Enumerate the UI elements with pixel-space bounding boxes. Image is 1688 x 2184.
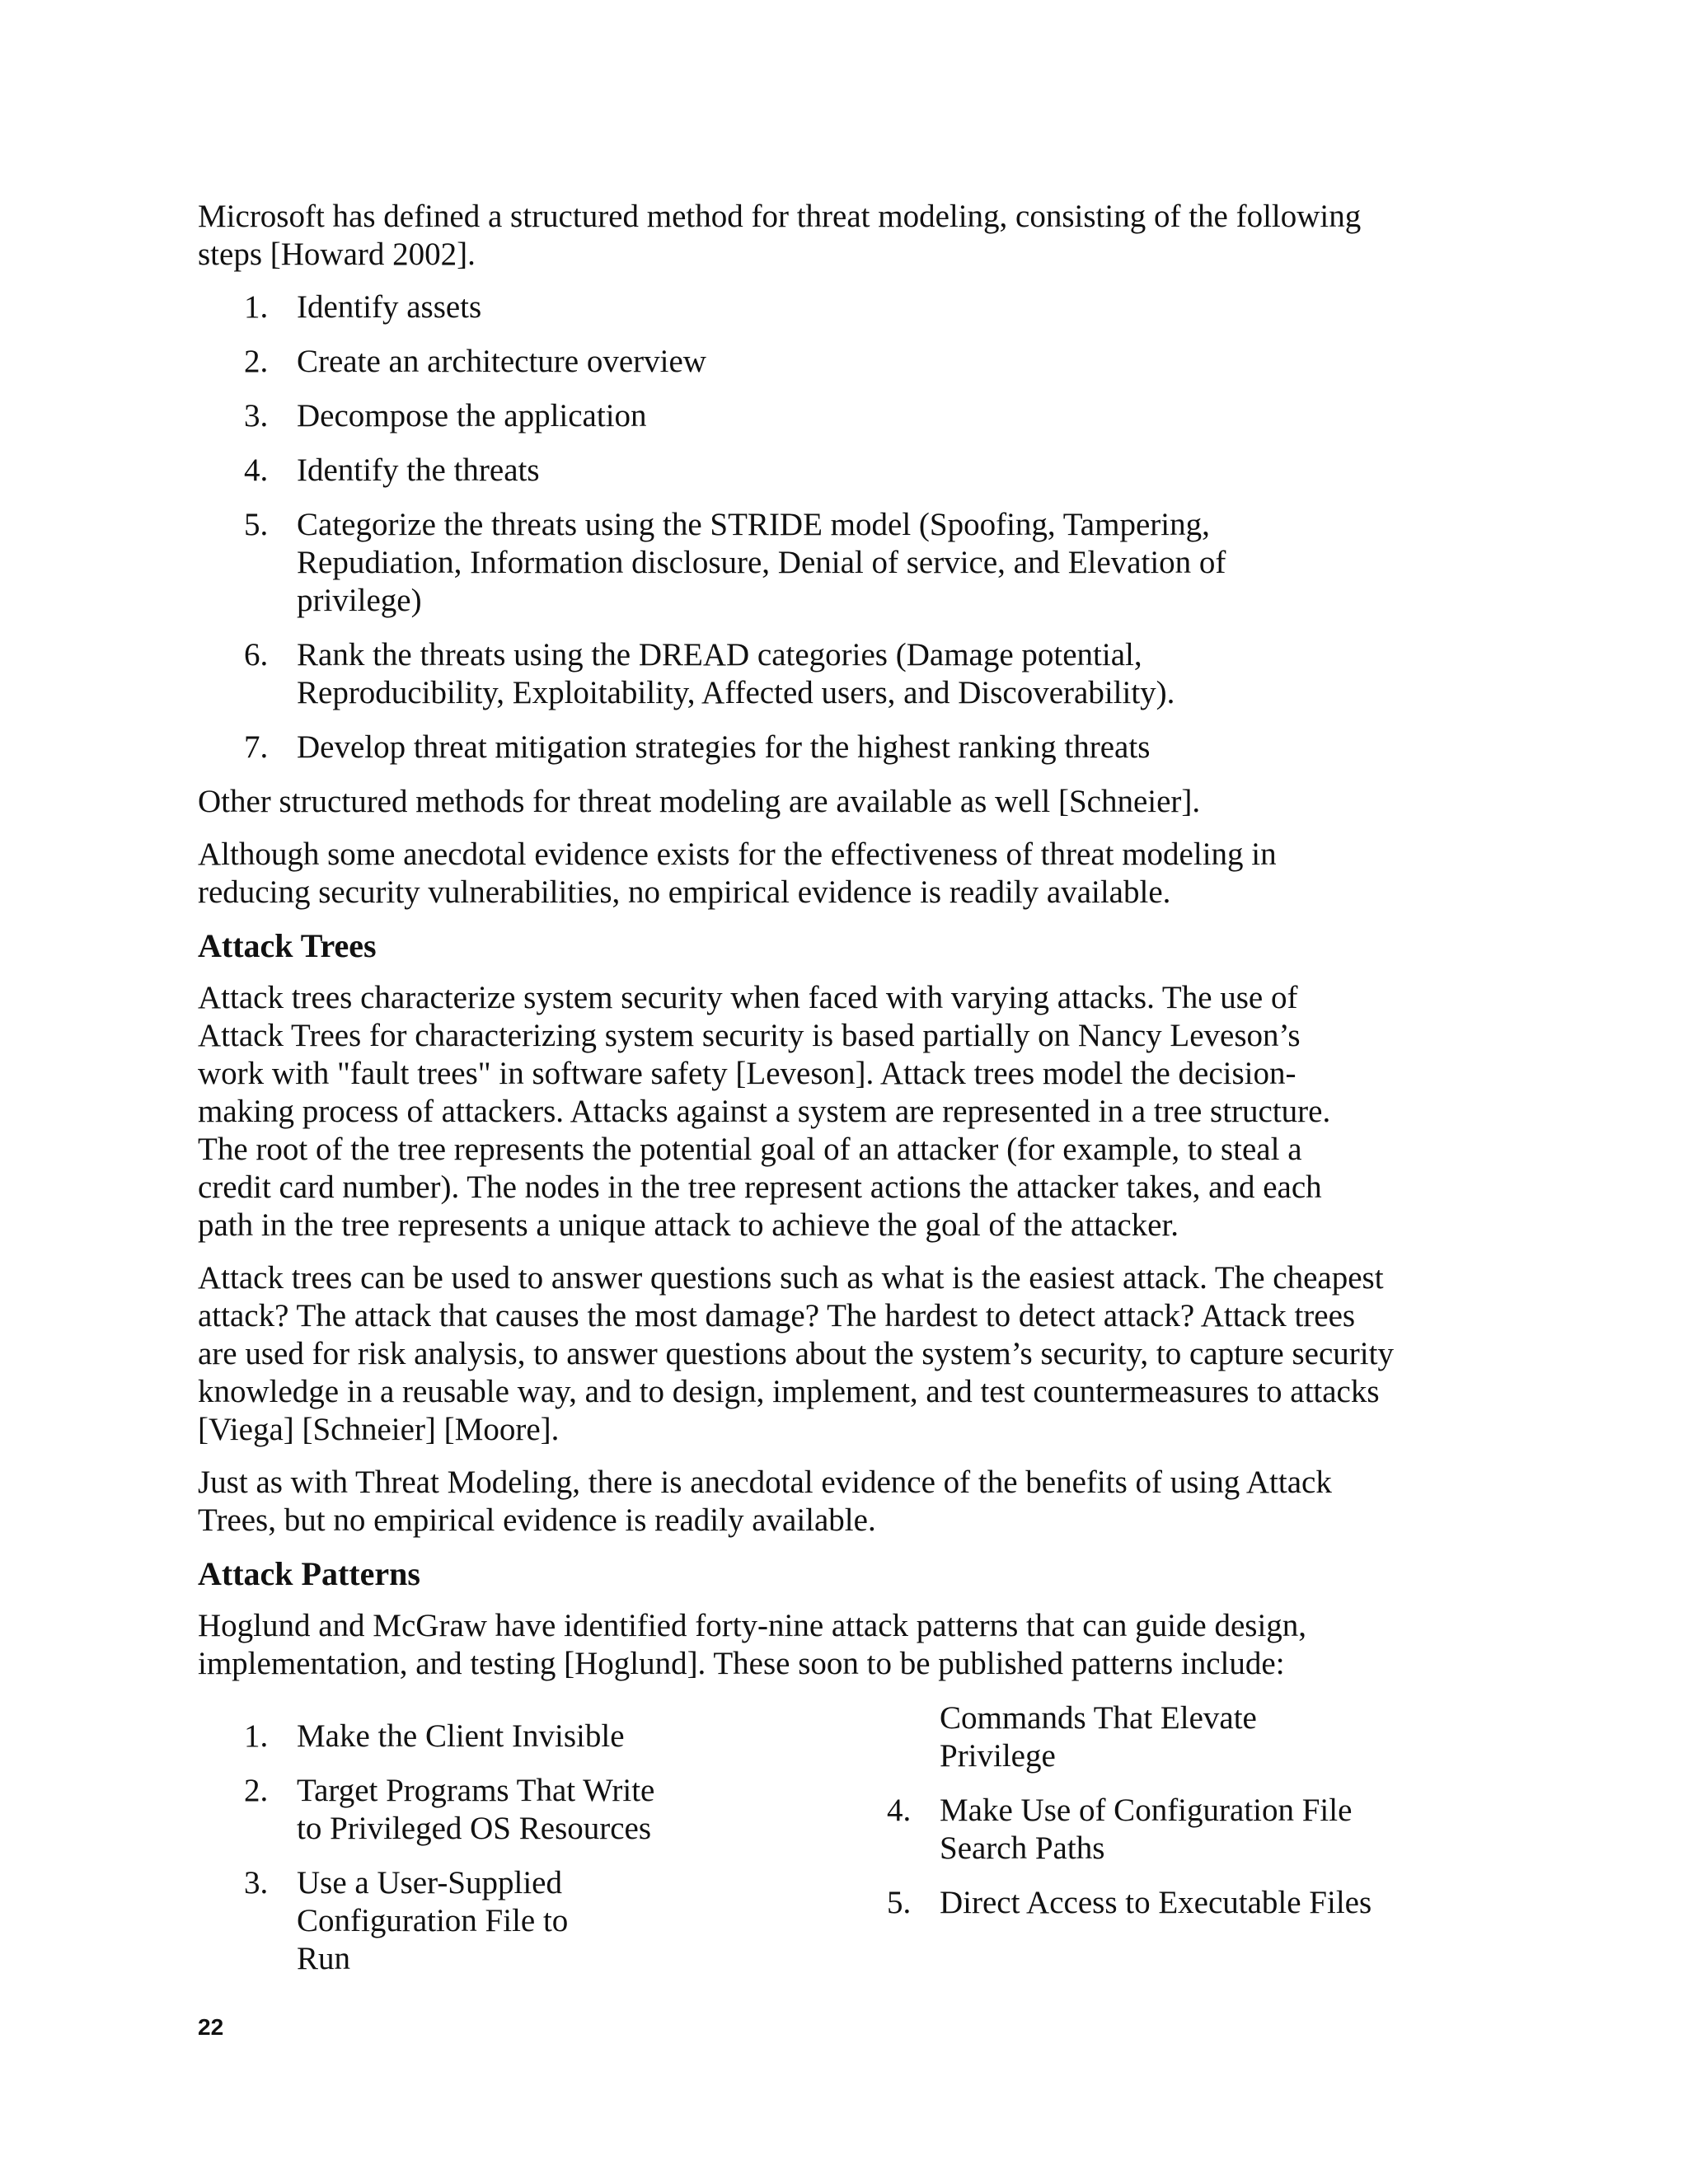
list-number: 5. (887, 1885, 912, 1920)
list-item (841, 1884, 1434, 1922)
list-item-text: Target Programs That Write to Privileged OS Resources (297, 1773, 655, 1846)
list-item (198, 397, 1401, 435)
list-item (198, 452, 1401, 490)
evidence-paragraph: Although some anecdotal evidence exists for the effectiveness of threat modeling in reducing security vulnerabilities, no empirical evidence is readily available. (198, 837, 1277, 910)
attack-trees-paragraph-1: Attack trees characterize system security when faced with varying attacks. The use of Attack Trees for characterizing system security is based partially on Nancy Leveson’s work with "fault trees" in software safety [Leveson]. Attack trees model the decision-making process of attackers. Attacks against a system are represented in a tree structure. The root of the tree represents the potential goal of an attacker (for example, to steal a credit card number). The nodes in the tree represent actions the attacker takes, and each path in the tree represents a unique attack to achieve the goal of the attacker. (198, 980, 1331, 1243)
list-item-text: Develop threat mitigation strategies for the highest ranking threats (297, 729, 1151, 765)
list-column-left (198, 1699, 841, 1994)
list-number: 3. (244, 398, 269, 434)
attack-patterns-list (198, 1699, 1401, 1976)
list-item-text: Identify the threats (297, 452, 540, 488)
list-item (198, 729, 1401, 766)
page-content (198, 198, 1401, 1976)
list-item-text: Use a User-Supplied Configuration File to Run (297, 1865, 569, 1976)
attack-patterns-paragraph: Hoglund and McGraw have identified forty-nine attack patterns that can guide design, implementation, and testing [Hoglund]. These soon to be published patterns include: (198, 1608, 1307, 1681)
page-number: 22 (198, 2014, 224, 2040)
list-item-text: Make the Client Invisible (297, 1718, 625, 1754)
list-item (198, 1772, 841, 1848)
threat-modeling-steps (198, 288, 1401, 766)
section-heading-attack-patterns: Attack Patterns (198, 1555, 420, 1592)
list-item (841, 1792, 1434, 1868)
list-item-text: Direct Access to Executable Files (940, 1885, 1372, 1920)
list-number: 1. (244, 289, 269, 325)
list-item-text: Decompose the application (297, 398, 647, 434)
list-number: 2. (244, 344, 269, 379)
list-number: 6. (244, 637, 269, 673)
section-heading-attack-trees: Attack Trees (198, 927, 377, 964)
intro-paragraph: Microsoft has defined a structured method for threat modeling, consisting of the following steps [Howard 2002]. (198, 199, 1362, 272)
other-methods-paragraph: Other structured methods for threat modeling are available as well [Schneier]. (198, 784, 1201, 819)
list-item (198, 636, 1401, 712)
list-item-text: Rank the threats using the DREAD categories (Damage potential, Reproducibility, Exploitability, Affected users, and Discoverability). (297, 637, 1175, 710)
list-item-text: Identify assets (297, 289, 482, 325)
list-item-text: Categorize the threats using the STRIDE model (Spoofing, Tampering, Repudiation, Information disclosure, Denial of service, and Elevation of privilege) (297, 507, 1226, 618)
list-item-text: Create an architecture overview (297, 344, 706, 379)
list-number: 1. (244, 1718, 269, 1754)
list-item (198, 1718, 841, 1755)
list-item-continuation: Commands That Elevate Privilege (940, 1700, 1257, 1774)
list-number: 7. (244, 729, 269, 765)
list-number: 2. (244, 1773, 269, 1808)
attack-trees-paragraph-3: Just as with Threat Modeling, there is anecdotal evidence of the benefits of using Attack Trees, but no empirical evidence is readily available. (198, 1465, 1332, 1538)
list-number: 5. (244, 507, 269, 542)
list-item (198, 288, 1401, 326)
list-number: 3. (244, 1865, 269, 1900)
list-number: 4. (244, 452, 269, 488)
list-column-right (841, 1699, 1434, 1938)
list-item-text: Make Use of Configuration File Search Paths (940, 1793, 1353, 1866)
list-item (198, 1864, 841, 1978)
list-item (198, 506, 1401, 620)
list-item (198, 343, 1401, 381)
attack-trees-paragraph-2: Attack trees can be used to answer questions such as what is the easiest attack. The cheapest attack? The attack that causes the most damage? The hardest to detect attack? Attack trees are used for risk analysis, to answer questions about the system’s security, to capture security knowledge in a reusable way, and to design, implement, and test countermeasures to attacks [Viega] [Schneier] [Moore]. (198, 1260, 1394, 1447)
list-number: 4. (887, 1793, 912, 1828)
